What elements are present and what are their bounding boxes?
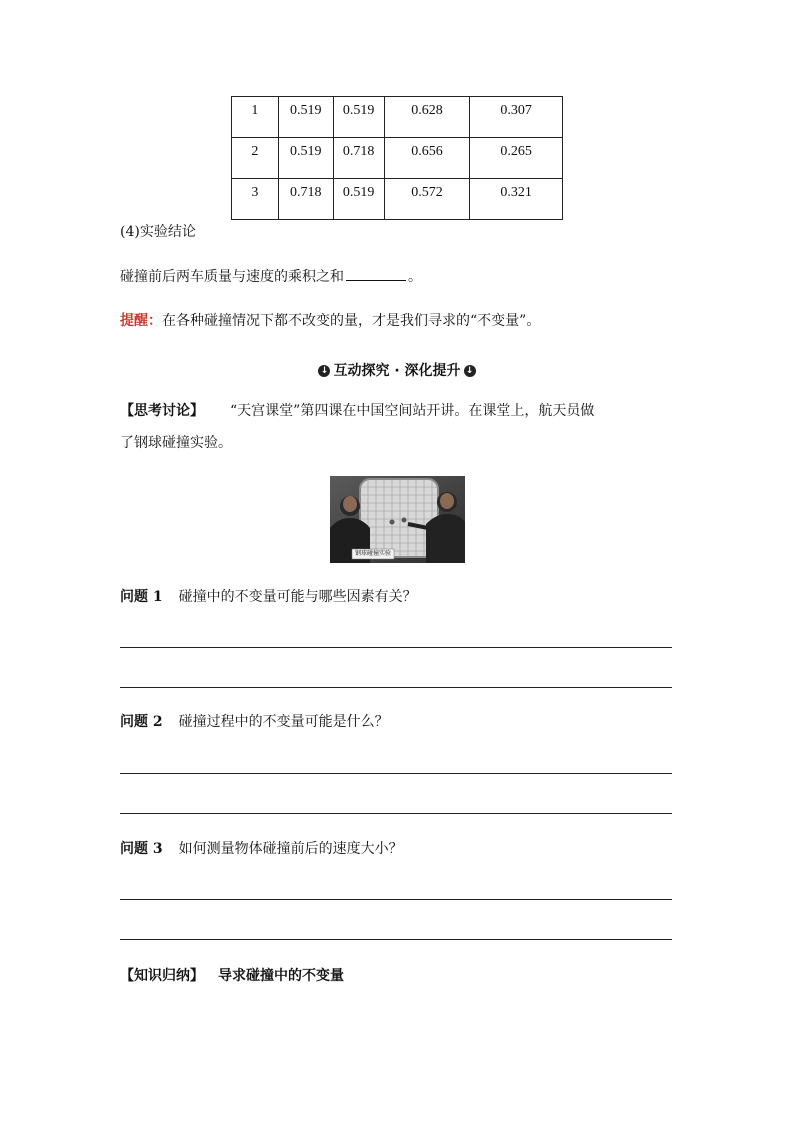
section-title: 互动探究 · 深化提升 bbox=[333, 363, 461, 379]
question-2 bbox=[120, 712, 389, 732]
table-cell: 0.718 bbox=[278, 179, 333, 220]
answer-blank[interactable] bbox=[346, 266, 406, 281]
discussion-text-1: “天宫课堂”第四课在中国空间站开讲。在课堂上，航天员做 bbox=[230, 403, 595, 419]
table-cell: 0.572 bbox=[384, 179, 470, 220]
question-3-text: 如何测量物体碰撞前后的速度大小？ bbox=[178, 841, 403, 857]
answer-line[interactable] bbox=[120, 687, 672, 688]
table-cell: 0.519 bbox=[278, 97, 333, 138]
question-2-text: 碰撞过程中的不变量可能是什么？ bbox=[178, 714, 389, 730]
table-cell: 0.656 bbox=[384, 138, 470, 179]
summary-label: 【知识归纳】 bbox=[120, 968, 204, 984]
table-row bbox=[232, 97, 563, 138]
table-cell: 0.307 bbox=[470, 97, 563, 138]
table-cell: 0.519 bbox=[278, 138, 333, 179]
hint-label: 提醒： bbox=[120, 313, 162, 329]
table-cell: 0.519 bbox=[333, 97, 384, 138]
table-cell: 2 bbox=[232, 138, 279, 179]
discussion-line-1 bbox=[120, 401, 594, 421]
table-row bbox=[232, 179, 563, 220]
answer-line[interactable] bbox=[120, 939, 672, 940]
tiangong-classroom-photo bbox=[330, 476, 465, 563]
conclusion-sentence bbox=[120, 266, 422, 287]
question-1 bbox=[120, 587, 417, 607]
question-3 bbox=[120, 839, 403, 859]
down-arrow-icon: ↓ bbox=[464, 365, 476, 377]
table-cell: 0.265 bbox=[470, 138, 563, 179]
section-header bbox=[0, 360, 794, 380]
discussion-line-2: 了钢球碰撞实验。 bbox=[120, 435, 232, 451]
discussion-label: 【思考讨论】 bbox=[120, 403, 204, 419]
table-cell: 0.628 bbox=[384, 97, 470, 138]
photo-caption: 钢球碰撞实验 bbox=[354, 550, 391, 557]
summary bbox=[120, 966, 344, 986]
answer-line[interactable] bbox=[120, 773, 672, 774]
table-cell: 0.519 bbox=[333, 179, 384, 220]
hint-text: 在各种碰撞情况下都不改变的量，才是我们寻求的“不变量”。 bbox=[162, 313, 541, 329]
question-1-text: 碰撞中的不变量可能与哪些因素有关？ bbox=[178, 589, 417, 605]
answer-line[interactable] bbox=[120, 813, 672, 814]
table-cell: 0.321 bbox=[470, 179, 563, 220]
question-3-label: 问题 3 bbox=[120, 841, 163, 857]
results-table bbox=[231, 96, 563, 220]
table-cell: 3 bbox=[232, 179, 279, 220]
conclusion-period: 。 bbox=[408, 269, 422, 285]
hint bbox=[120, 311, 540, 331]
question-2-label: 问题 2 bbox=[120, 714, 163, 730]
table-cell: 0.718 bbox=[333, 138, 384, 179]
photo-illustration bbox=[330, 476, 465, 563]
answer-line[interactable] bbox=[120, 647, 672, 648]
conclusion-text: 碰撞前后两车质量与速度的乘积之和 bbox=[120, 269, 344, 285]
summary-title: 导求碰撞中的不变量 bbox=[218, 968, 344, 984]
answer-line[interactable] bbox=[120, 899, 672, 900]
table-cell: 1 bbox=[232, 97, 279, 138]
conclusion-heading: (4)实验结论 bbox=[120, 224, 196, 240]
table-row bbox=[232, 138, 563, 179]
question-1-label: 问题 1 bbox=[120, 589, 163, 605]
down-arrow-icon: ↓ bbox=[318, 365, 330, 377]
